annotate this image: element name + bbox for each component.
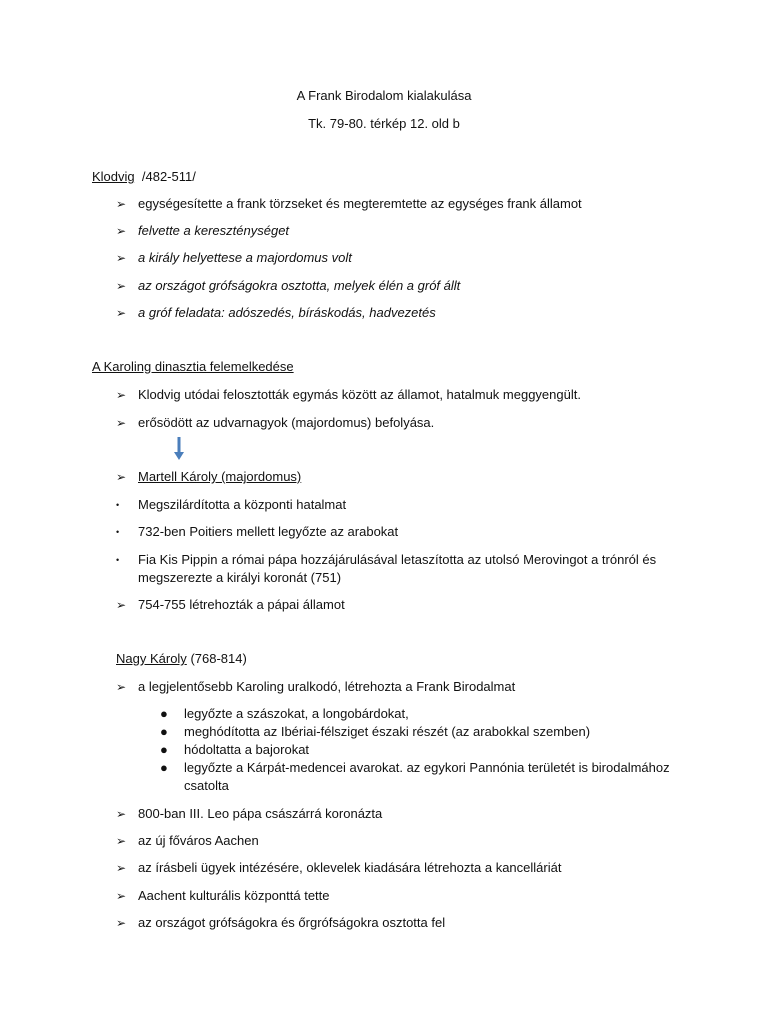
section-nagy-karoly-heading — [116, 651, 247, 666]
bullet-icon: ● — [160, 742, 168, 757]
arrowhead-bullet-icon: ➢ — [116, 279, 127, 293]
arrowhead-bullet-icon: ➢ — [116, 680, 127, 694]
arrowhead-bullet-icon: ➢ — [116, 197, 127, 211]
page-subtitle: Tk. 79-80. térkép 12. old b — [308, 116, 460, 131]
list-item: ➢ felvette a kereszténységet — [116, 223, 290, 238]
list-item: ➢ az írásbeli ügyek intézésére, oklevelek kiadására létrehozta a kancelláriát — [116, 860, 562, 875]
sub-list-item: ● legyőzte a szászokat, a longobárdokat, — [160, 706, 409, 721]
list-item: ➢ a legjelentősebb Karoling uralkodó, létrehozta a Frank Birodalmat — [116, 679, 516, 694]
section-klodvig-heading — [92, 169, 196, 184]
sub-list-item: ● legyőzte a Kárpát-medencei avarokat. az egykori Pannónia területét is birodalmához csatolta — [160, 760, 670, 793]
arrowhead-bullet-icon: ➢ — [116, 889, 127, 903]
nagy-karoly-years: (768-814) — [190, 651, 247, 666]
down-arrow-icon — [174, 437, 184, 461]
bullet-icon: ● — [160, 760, 168, 775]
list-item: ➢ 754-755 létrehozták a pápai államot — [116, 597, 345, 612]
list-item: • Fia Kis Pippin a római pápa hozzájárulásával letaszította az utolsó Merovingot a trónról és megszerezte a királyi koronát (751) — [116, 552, 657, 585]
list-item: ➢ a gróf feladata: adószedés, bíráskodás, hadvezetés — [116, 305, 436, 320]
nagy-karoly-name: Nagy Károly — [116, 651, 187, 666]
list-item: ➢ a király helyettese a majordomus volt — [116, 250, 352, 265]
sub-list-item: ● meghódította az Ibériai-félsziget északi részét (az arabokkal szemben) — [160, 724, 591, 739]
list-item: ➢ egységesítette a frank törzseket és megteremtette az egységes frank államot — [116, 196, 582, 211]
section-karoling-heading: A Karoling dinasztia felemelkedése — [92, 359, 294, 374]
arrowhead-bullet-icon: ➢ — [116, 416, 127, 430]
list-item: ➢ az országot grófságokra osztotta, melyek élén a gróf állt — [116, 278, 461, 293]
list-item: ➢ Martell Károly (majordomus) — [116, 469, 302, 484]
list-item: • Megszilárdította a központi hatalmat — [116, 497, 347, 512]
list-item: ➢ erősödött az udvarnagyok (majordomus) befolyása. — [116, 415, 435, 430]
arrowhead-bullet-icon: ➢ — [116, 470, 127, 484]
list-item: ➢ 800-ban III. Leo pápa császárrá koronázta — [116, 806, 383, 821]
list-item: ➢ az új főváros Aachen — [116, 833, 259, 848]
list-item: • 732-ben Poitiers mellett legyőzte az arabokat — [116, 524, 399, 539]
sub-list-item: ● hódoltatta a bajorokat — [160, 742, 310, 757]
small-bullet-icon: • — [116, 527, 120, 537]
arrowhead-bullet-icon: ➢ — [116, 916, 127, 930]
arrowhead-bullet-icon: ➢ — [116, 251, 127, 265]
arrowhead-bullet-icon: ➢ — [116, 388, 127, 402]
arrowhead-bullet-icon: ➢ — [116, 807, 127, 821]
list-item: ➢ Aachent kulturális központtá tette — [116, 888, 330, 903]
arrowhead-bullet-icon: ➢ — [116, 834, 127, 848]
page-title: A Frank Birodalom kialakulása — [296, 88, 472, 103]
arrowhead-bullet-icon: ➢ — [116, 224, 127, 238]
list-item: ➢ Klodvig utódai felosztották egymás között az államot, hatalmuk meggyengült. — [116, 387, 581, 402]
arrowhead-bullet-icon: ➢ — [116, 598, 127, 612]
klodvig-years: /482-511/ — [141, 169, 196, 184]
list-item: ➢ az országot grófságokra és őrgrófságokra osztotta fel — [116, 915, 446, 930]
small-bullet-icon: • — [116, 500, 120, 510]
bullet-icon: ● — [160, 706, 168, 721]
klodvig-name: Klodvig — [92, 169, 135, 184]
arrowhead-bullet-icon: ➢ — [116, 306, 127, 320]
arrowhead-bullet-icon: ➢ — [116, 861, 127, 875]
bullet-icon: ● — [160, 724, 168, 739]
small-bullet-icon: • — [116, 555, 120, 565]
